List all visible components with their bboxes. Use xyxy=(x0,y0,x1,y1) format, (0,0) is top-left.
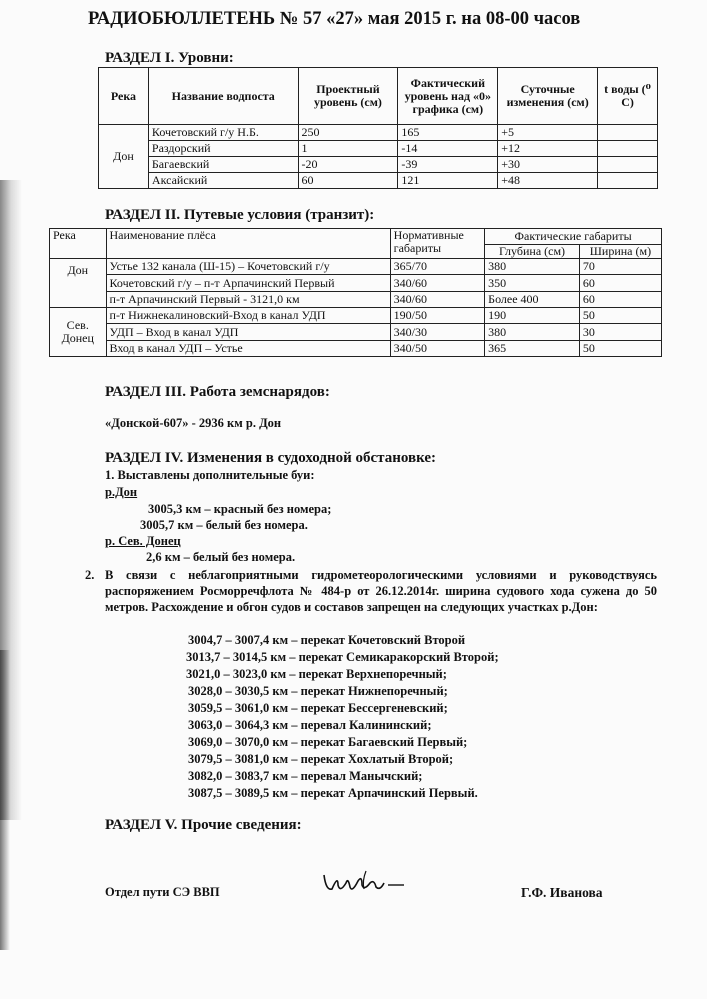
restricted-section: 3028,0 – 3030,5 км – перекат Нижнепоречный; xyxy=(188,684,448,698)
section-1-heading: РАЗДЕЛ I. Уровни: xyxy=(105,50,234,66)
section-2-heading: РАЗДЕЛ II. Путевые условия (транзит): xyxy=(105,207,375,223)
reach-cell: Устье 132 канала (Ш-15) – Кочетовский г/у xyxy=(106,259,390,275)
col-water-temp: t воды (⁰ С) xyxy=(598,68,658,125)
col-actual-level: Фактический уровень над «0» графика (см) xyxy=(398,68,498,125)
restricted-section: 3063,0 – 3064,3 км – перевал Калининский; xyxy=(188,718,432,732)
post-cell: Кочетовский г/у Н.Б. xyxy=(148,125,298,141)
design-cell: -20 xyxy=(298,157,398,173)
table-row xyxy=(50,259,662,275)
buoy-line: 2,6 км – белый без номера. xyxy=(146,550,296,564)
restricted-section: 3079,5 – 3081,0 км – перекат Хохлатый Второй; xyxy=(188,752,454,766)
temp-cell xyxy=(598,157,658,173)
depth-cell: 350 xyxy=(485,275,580,292)
reach-cell: УДП – Вход в канал УДП xyxy=(106,324,390,341)
restricted-section: 3059,5 – 3061,0 км – перекат Бессергеневский; xyxy=(188,701,448,715)
restricted-section: 3013,7 – 3014,5 км – перекат Семикаракорский Второй; xyxy=(186,650,499,664)
buoy-line: 3005,3 км – красный без номера; xyxy=(148,502,332,516)
table-row xyxy=(99,157,658,173)
table-row xyxy=(50,275,662,292)
reach-cell: Кочетовский г/у – п-т Арпачинский Первый xyxy=(106,275,390,292)
norm-cell: 340/50 xyxy=(390,341,485,357)
width-cell: 50 xyxy=(579,341,661,357)
change-cell: +5 xyxy=(498,125,598,141)
design-cell: 60 xyxy=(298,173,398,189)
width-cell: 60 xyxy=(579,292,661,308)
actual-cell: 121 xyxy=(398,173,498,189)
table-row xyxy=(99,125,658,141)
section-4-heading: РАЗДЕЛ IV. Изменения в судоходной обстановке: xyxy=(105,450,437,466)
reach-cell: п-т Арпачинский Первый - 3121,0 км xyxy=(106,292,390,308)
width-cell: 70 xyxy=(579,259,661,275)
item-2-text: В связи с неблагоприятными гидрометеорологическими условиями и руководствуясь распоряжением Росморречфлота № 484-р от 26.12.2014г. ширина судового хода сужена до 50 метров. Расхождение и обгон судов и составов запрещен на следующих участках р.Дон: xyxy=(105,568,657,614)
width-cell: 30 xyxy=(579,324,661,341)
norm-cell: 340/60 xyxy=(390,292,485,308)
actual-cell: 165 xyxy=(398,125,498,141)
river-cell: Сев. Донец xyxy=(50,308,107,357)
depth-cell: 190 xyxy=(485,308,580,324)
col-post: Название водпоста xyxy=(148,68,298,125)
route-header-row xyxy=(50,229,662,245)
col-depth: Глубина (см) xyxy=(485,245,580,259)
actual-cell: -14 xyxy=(398,141,498,157)
post-cell: Раздорский xyxy=(148,141,298,157)
table-row xyxy=(99,173,658,189)
table-row xyxy=(50,292,662,308)
change-cell: +30 xyxy=(498,157,598,173)
table-row xyxy=(50,308,662,324)
col-daily-change: Суточные изменения (см) xyxy=(498,68,598,125)
change-cell: +48 xyxy=(498,173,598,189)
section-5-heading: РАЗДЕЛ V. Прочие сведения: xyxy=(105,817,302,833)
levels-header-row xyxy=(99,68,658,125)
depth-cell: Более 400 xyxy=(485,292,580,308)
post-cell: Аксайский xyxy=(148,173,298,189)
department-label: Отдел пути СЭ ВВП xyxy=(105,885,220,899)
depth-cell: 380 xyxy=(485,259,580,275)
col-river: Река xyxy=(50,229,107,259)
actual-cell: -39 xyxy=(398,157,498,173)
buoy-line: 3005,7 км – белый без номера. xyxy=(140,518,308,532)
col-river: Река xyxy=(99,68,149,125)
table-row xyxy=(99,141,658,157)
table-row xyxy=(50,324,662,341)
col-reach: Наименование плёса xyxy=(106,229,390,259)
norm-cell: 365/70 xyxy=(390,259,485,275)
design-cell: 250 xyxy=(298,125,398,141)
restricted-section: 3087,5 – 3089,5 км – перекат Арпачинский Первый. xyxy=(188,786,478,800)
norm-cell: 340/30 xyxy=(390,324,485,341)
document-title: РАДИОБЮЛЛЕТЕНЬ № 57 «27» мая 2015 г. на 08-00 часов xyxy=(88,9,581,29)
reach-cell: Вход в канал УДП – Устье xyxy=(106,341,390,357)
item-1: 1. Выставлены дополнительные буи: xyxy=(105,468,315,482)
signer-name: Г.Ф. Иванова xyxy=(521,885,603,900)
route-table xyxy=(49,228,662,357)
col-design-level: Проектный уровень (см) xyxy=(298,68,398,125)
restricted-section: 3004,7 – 3007,4 км – перекат Кочетовский Второй xyxy=(188,633,466,647)
river-cell: Дон xyxy=(50,259,107,308)
col-actual: Фактические габариты xyxy=(485,229,662,245)
temp-cell xyxy=(598,173,658,189)
river-sev-donets-label: р. Сев. Донец xyxy=(105,534,181,548)
post-cell: Багаевский xyxy=(148,157,298,173)
col-normative: Нормативные габариты xyxy=(390,229,485,259)
change-cell: +12 xyxy=(498,141,598,157)
reach-cell: п-т Нижнекалиновский-Вход в канал УДП xyxy=(106,308,390,324)
col-width: Ширина (м) xyxy=(579,245,661,259)
dredger-info: «Донской-607» - 2936 км р. Дон xyxy=(105,416,282,430)
restricted-section: 3021,0 – 3023,0 км – перекат Верхнепоречный; xyxy=(186,667,447,681)
depth-cell: 365 xyxy=(485,341,580,357)
river-don-label: р.Дон xyxy=(105,485,138,499)
section-3-heading: РАЗДЕЛ III. Работа земснарядов: xyxy=(105,384,330,400)
item-2-number: 2. xyxy=(85,568,95,582)
restricted-section: 3082,0 – 3083,7 км – перевал Манычский; xyxy=(188,769,423,783)
depth-cell: 380 xyxy=(485,324,580,341)
item-2-paragraph xyxy=(85,567,657,615)
temp-cell xyxy=(598,125,658,141)
scan-shadow-lower xyxy=(0,650,10,950)
river-cell: Дон xyxy=(99,125,149,189)
width-cell: 60 xyxy=(579,275,661,292)
levels-table xyxy=(98,67,658,189)
norm-cell: 190/50 xyxy=(390,308,485,324)
temp-cell xyxy=(598,141,658,157)
norm-cell: 340/60 xyxy=(390,275,485,292)
restricted-section: 3069,0 – 3070,0 км – перекат Багаевский Первый; xyxy=(188,735,468,749)
design-cell: 1 xyxy=(298,141,398,157)
signature-image xyxy=(318,867,418,897)
width-cell: 50 xyxy=(579,308,661,324)
table-row xyxy=(50,341,662,357)
